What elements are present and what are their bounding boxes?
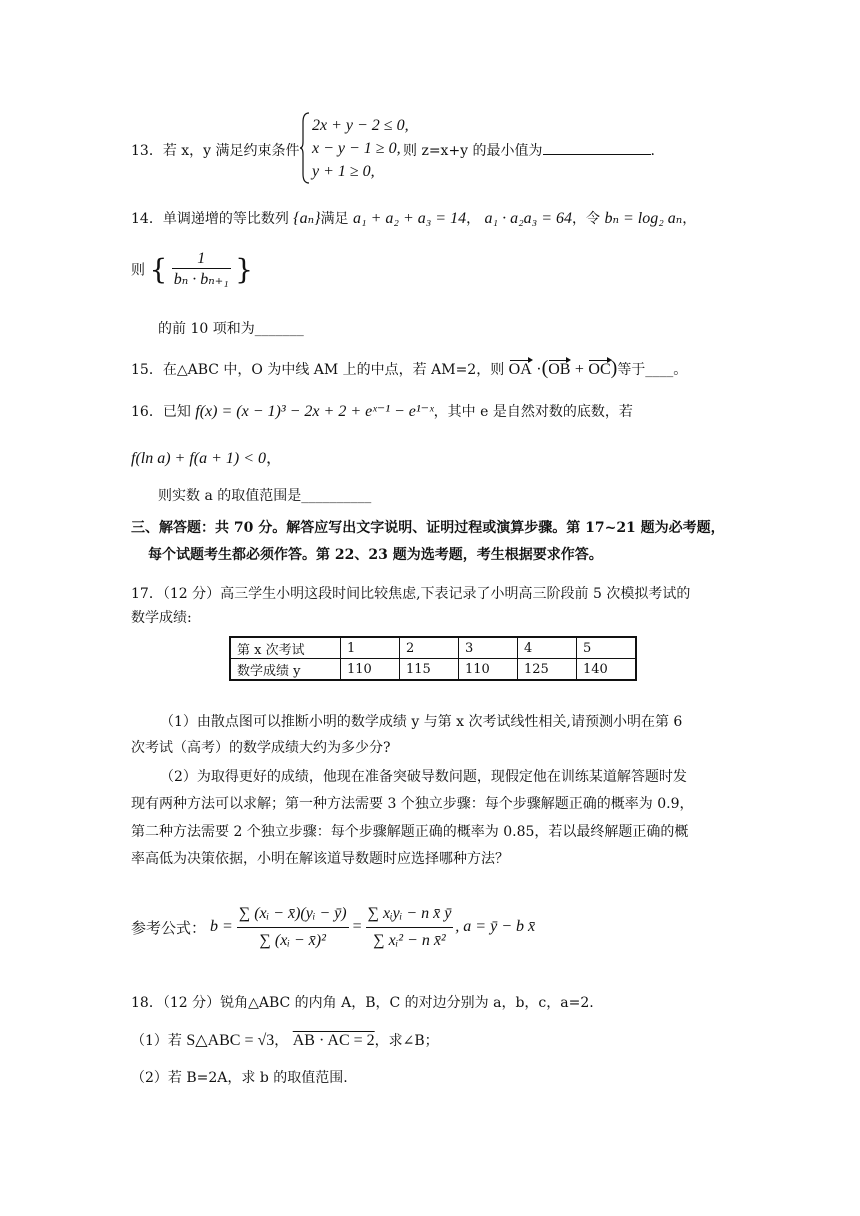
q16-function: f(x) = (x − 1)³ − 2x + 2 + eˣ⁻¹ − e¹⁻ˣ — [195, 403, 434, 420]
table-cell: 1 — [341, 637, 400, 659]
q14-condition-product: a₁ · a₂a₃ = 64 — [484, 210, 573, 227]
q18-line1: 18．（12 分）锐角△ABC 的内角 A，B，C 的对边分别为 a，b，c，a=2. — [131, 995, 594, 1011]
q17-score-table — [229, 636, 637, 681]
table-cell: 数学成绩 y — [230, 659, 341, 681]
vector-oc: OC — [588, 361, 611, 378]
q17-part1-line1: （1）由散点图可以推断小明的数学成绩 y 与第 x 次考试线性相关,请预测小明在第 6 — [160, 714, 683, 730]
q13-question: 则 z=x+y 的最小值为 . — [403, 140, 655, 160]
q14-line1: 14．单调递增的等比数列 {aₙ}满足 a₁ + a₂ + a₃ = 14， a₁ · a₂a₃ = 64，令 bₙ = log₂ aₙ， — [131, 210, 697, 227]
q16-inequality: f(ln a) + f(a + 1) < 0， — [131, 450, 283, 467]
q14-sequence: {aₙ} — [293, 210, 321, 227]
q17-part2-line4: 率高低为决策依据，小明在解该道导数题时应选择哪种方法？ — [131, 851, 509, 867]
formula-fraction-2: $\frac{\text{∑ xᵢyᵢ − n x̄ ȳ}}{\text{∑ xᵢ² − n x̄²}}$ — [367, 904, 452, 949]
q13-constraint-3: y + 1 ≥ 0, — [312, 163, 375, 180]
table-cell: 115 — [400, 659, 459, 681]
q14-fraction: $\frac{1}{\text{bₙ · bₙ₊₁}}$ — [173, 250, 229, 288]
q16-line1: 16．已知 f(x) = (x − 1)³ − 2x + 2 + eˣ⁻¹ − e¹⁻ˣ，其中 e 是自然对数的底数，若 — [131, 403, 633, 420]
q17-part1-line2: 次考试（高考）的数学成绩大约为多少分? — [131, 740, 391, 756]
table-cell: 2 — [400, 637, 459, 659]
q17-formula: 参考公式： b = $\frac{\text{∑ (xᵢ − x̄)(yᵢ − ȳ)}}{\text{∑ (xᵢ − x̄)²}}$ = $\frac{\text{∑ xᵢyᵢ − n x̄ ȳ}}{\text{∑ xᵢ² − n x̄²}}$ , a = ȳ − b x̄ — [131, 904, 536, 949]
q18-area: S△ABC = √3 — [186, 1032, 275, 1049]
table-cell: 110 — [341, 659, 400, 681]
q17-part2-line3: 第二种方法需要 2 个独立步骤：每个步骤解题正确的概率为 0.85，若以最终解题正确的概 — [131, 824, 689, 840]
q18-part1: （1）若 S△ABC = √3， AB · AC = 2，求∠B； — [131, 1032, 439, 1049]
q13-constraint-1: 2x + y − 2 ≤ 0, — [312, 117, 409, 134]
q13-prefix: 13．若 x，y 满足约束条件 — [131, 143, 300, 159]
brace-icon — [300, 112, 310, 184]
table-cell: 第 x 次考试 — [230, 637, 341, 659]
q17-line2: 数学成绩: — [131, 610, 192, 626]
q16-line3: 则实数 a 的取值范围是__________ — [158, 488, 372, 504]
vector-ob: OB — [548, 361, 571, 378]
q13-constraint-2: x − y − 1 ≥ 0, — [312, 140, 401, 157]
q17-line1: 17．（12 分）高三学生小明这段时间比较焦虑,下表记录了小明高三阶段前 5 次模拟考试的 — [131, 586, 691, 602]
q14-tail: 的前 10 项和为_______ — [158, 321, 304, 337]
formula-fraction-1: $\frac{\text{∑ (xᵢ − x̄)(yᵢ − ȳ)}}{\text{∑ (xᵢ − x̄)²}}$ — [238, 904, 347, 949]
q18-dot-product: AB · AC = 2 — [292, 1032, 375, 1049]
table-row — [230, 659, 636, 681]
q17-part2-line2: 现有两种方法可以求解；第一种方法需要 3 个独立步骤：每个步骤解题正确的概率为 0.9， — [131, 796, 694, 812]
table-cell: 140 — [577, 659, 637, 681]
q14-line2: 则 { $\frac{1}{\text{bₙ · bₙ₊₁}}$ } — [131, 250, 253, 288]
q18-part2: （2）若 B=2A，求 b 的取值范围. — [131, 1070, 348, 1086]
q17-part2-line1: （2）为取得更好的成绩，他现在准备突破导数问题，现假定他在训练某道解答题时发 — [160, 769, 687, 785]
q13-constraint-brace — [300, 112, 308, 182]
q14-condition-sum: a₁ + a₂ + a₃ = 14 — [353, 210, 467, 227]
section3-heading-line1: 三、解答题：共 70 分。解答应写出文字说明、证明过程或演算步骤。第 17~21 题为必考题， — [131, 520, 725, 536]
table-cell: 110 — [459, 659, 518, 681]
section3-heading-line2: 每个试题考生都必须作答。第 22、23 题为选考题，考生根据要求作答。 — [148, 547, 603, 563]
table-row — [230, 637, 636, 659]
q13-answer-blank[interactable] — [543, 140, 651, 155]
vector-oa: OA — [508, 361, 532, 378]
table-cell: 4 — [518, 637, 577, 659]
table-cell: 125 — [518, 659, 577, 681]
q14-condition-log: bₙ = log₂ aₙ — [604, 210, 683, 227]
table-cell: 3 — [459, 637, 518, 659]
q15: 15．在△ABC 中，O 为中线 AM 上的中点，若 AM=2，则 OA ·(OB + OC)等于____。 — [131, 357, 688, 379]
table-cell: 5 — [577, 637, 637, 659]
